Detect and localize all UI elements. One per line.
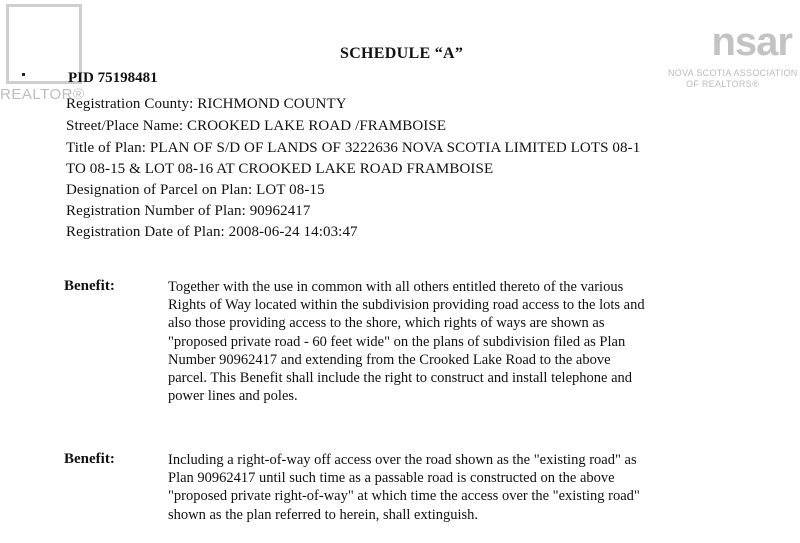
benefit-line: Including a right-of-way off access over the road shown as the "existing road" as	[168, 452, 637, 468]
nsar-subtitle-2: OF REALTORS®	[686, 79, 759, 89]
benefit-text	[168, 278, 748, 405]
benefit-line: shown as the plan referred to herein, shall extinguish.	[168, 506, 479, 523]
title-of-plan-cont: TO 08-15 & LOT 08-16 AT CROOKED LAKE ROAD FRAMBOISE	[66, 161, 494, 177]
realtor-watermark-text: REALTOR®	[0, 86, 85, 103]
benefit-line: Number 90962417 and extending from the Crooked Lake Road to the above	[168, 351, 611, 368]
title-of-plan: Title of Plan: PLAN OF S/D OF LANDS OF 3222636 NOVA SCOTIA LIMITED LOTS 08-1	[66, 140, 641, 156]
nsar-watermark	[650, 20, 798, 92]
benefit-line: parcel. This Benefit shall include the right to construct and install telephone and	[168, 370, 633, 387]
benefit-label: Benefit:	[64, 451, 115, 467]
benefit-label: Benefit:	[64, 278, 115, 294]
plan-registration-date: Registration Date of Plan: 2008-06-24 14:03:47	[66, 224, 358, 240]
scan-speck	[22, 73, 25, 76]
registration-county: Registration County: RICHMOND COUNTY	[66, 96, 347, 112]
document-title: SCHEDULE “A”	[340, 45, 464, 62]
benefit-text	[168, 451, 748, 524]
nsar-subtitle-1: NOVA SCOTIA ASSOCIATION	[668, 68, 798, 78]
nsar-logo: nsar	[711, 20, 792, 64]
parcel-designation: Designation of Parcel on Plan: LOT 08-15	[66, 182, 325, 198]
plan-registration-number: Registration Number of Plan: 90962417	[66, 203, 311, 219]
pid-number: PID 75198481	[68, 70, 158, 86]
benefit-line: Plan 90962417 until such time as a passable road is constructed on the above	[168, 470, 615, 487]
benefit-line: "proposed private right-of-way" at which time the access over the "existing road"	[168, 488, 640, 505]
benefit-line: Rights of Way located within the subdivision providing road access to the lots and	[168, 297, 645, 314]
street-place-name: Street/Place Name: CROOKED LAKE ROAD /FRAMBOISE	[66, 118, 447, 134]
benefit-line: "proposed private road - 60 feet wide" on the plans of subdivision filed as Plan	[168, 333, 626, 350]
benefit-line: Together with the use in common with all others entitled thereto of the various	[168, 279, 624, 295]
benefit-line: power lines and poles.	[168, 388, 298, 405]
benefit-line: also those providing access to the shore, which rights of ways are shown as	[168, 315, 605, 332]
